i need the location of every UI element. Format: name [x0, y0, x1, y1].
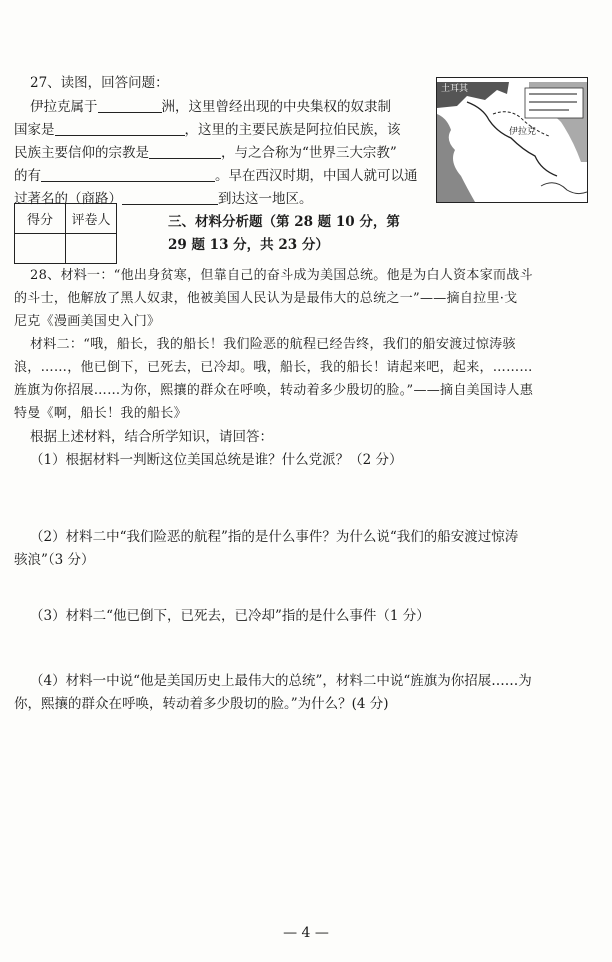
- q27-line-1-b: 洲，这里曾经出现的中央集权的奴隶制: [161, 99, 391, 115]
- q27-line-5-a: 过著名的（商路）: [14, 191, 122, 207]
- material-1-line-2: 的斗士，他解放了黑人奴隶，他被美国人民认为是最伟大的总统之一”——摘自拉里·戈: [14, 291, 518, 306]
- material-1-line-3: 尼克《漫画美国史入门》: [14, 314, 161, 329]
- sub-question-3: （3）材料二“他已倒下，已死去，已冷却”指的是什么事件（1 分）: [30, 608, 430, 624]
- grader-cell[interactable]: [66, 234, 117, 264]
- state-blank[interactable]: [55, 121, 185, 136]
- q27-line-3-b: ，与之合称为“世界三大宗教”: [221, 145, 397, 161]
- sub-question-1: （1）根据材料一判断这位美国总统是谁？什么党派？（2 分）: [30, 452, 403, 468]
- sub-question-2-line-2: 骇浪”（3 分）: [14, 552, 95, 568]
- answer-prompt: 根据上述材料，结合所学知识，请回答：: [30, 429, 273, 445]
- section-title-2: 29 题 13 分，共 23 分）: [168, 237, 329, 253]
- material-2-line-2: 浪，……，他已倒下，已死去，已冷却。哦，船长，我的船长！请起来吧，起来，………: [14, 360, 533, 375]
- map-drawing: [437, 78, 587, 202]
- score-header: 得分: [15, 204, 66, 234]
- q27-line-2-b: ，这里的主要民族是阿拉伯民族，该: [184, 122, 401, 138]
- q27-line-4-b: 。早在西汉时期，中国人就可以通: [215, 168, 418, 184]
- sub-question-4-line-1: （4）材料一中说“他是美国历史上最伟大的总统”，材料二中说“旌旗为你招展……为: [30, 673, 532, 689]
- q27-line-3-a: 民族主要信仰的宗教是: [14, 145, 149, 161]
- q27-line-2: [14, 119, 401, 141]
- section-title-1: 三、材料分析题（第 28 题 10 分，第: [168, 214, 400, 230]
- continent-blank[interactable]: [98, 98, 162, 113]
- score-table: [14, 203, 117, 264]
- sub-question-4-line-2: 你，熙攘的群众在呼唤，转动着多少殷切的脸。”为什么？(4 分): [14, 696, 389, 712]
- page-number: — 4 —: [283, 925, 329, 941]
- q27-line-4: [14, 165, 418, 187]
- map-legend-box: [525, 88, 583, 118]
- material-2-line-4: 特曼《啊，船长！我的船长》: [14, 406, 187, 421]
- grader-header: 评卷人: [66, 204, 117, 234]
- material-1-line-1: 28、材料一：“他出身贫寒，但靠自己的奋斗成为美国总统。他是为白人资本家而战斗: [30, 268, 533, 283]
- q27-line-4-a: 的有: [14, 168, 41, 184]
- score-cell[interactable]: [15, 234, 66, 264]
- material-2-line-1: 材料二：“哦，船长，我的船长！我们险恶的航程已经告终，我们的船安渡过惊涛骇: [30, 337, 516, 352]
- q27-line-1-a: 伊拉克属于: [30, 99, 98, 115]
- religion-blank[interactable]: [149, 144, 221, 159]
- religions-blank[interactable]: [41, 167, 215, 182]
- map-label-iraq: 伊拉克: [509, 127, 537, 137]
- material-2-line-3: 旌旗为你招展……为你，熙攘的群众在呼唤，转动着多少殷切的脸。”——摘自美国诗人惠: [14, 383, 534, 398]
- trade-route-blank[interactable]: [122, 190, 218, 205]
- sub-question-2-line-1: （2）材料二中“我们险恶的航程”指的是什么事件？为什么说“我们的船安渡过惊涛: [30, 529, 519, 545]
- map-label-top: 土耳其: [441, 84, 469, 94]
- q27-line-2-a: 国家是: [14, 122, 55, 138]
- q27-line-5-b: 到达这一地区。: [218, 191, 313, 207]
- q27-line-3: [14, 142, 397, 164]
- iraq-map: [436, 77, 588, 203]
- q27-intro: 27、读图，回答问题：: [30, 75, 169, 91]
- q27-line-1: [30, 96, 391, 118]
